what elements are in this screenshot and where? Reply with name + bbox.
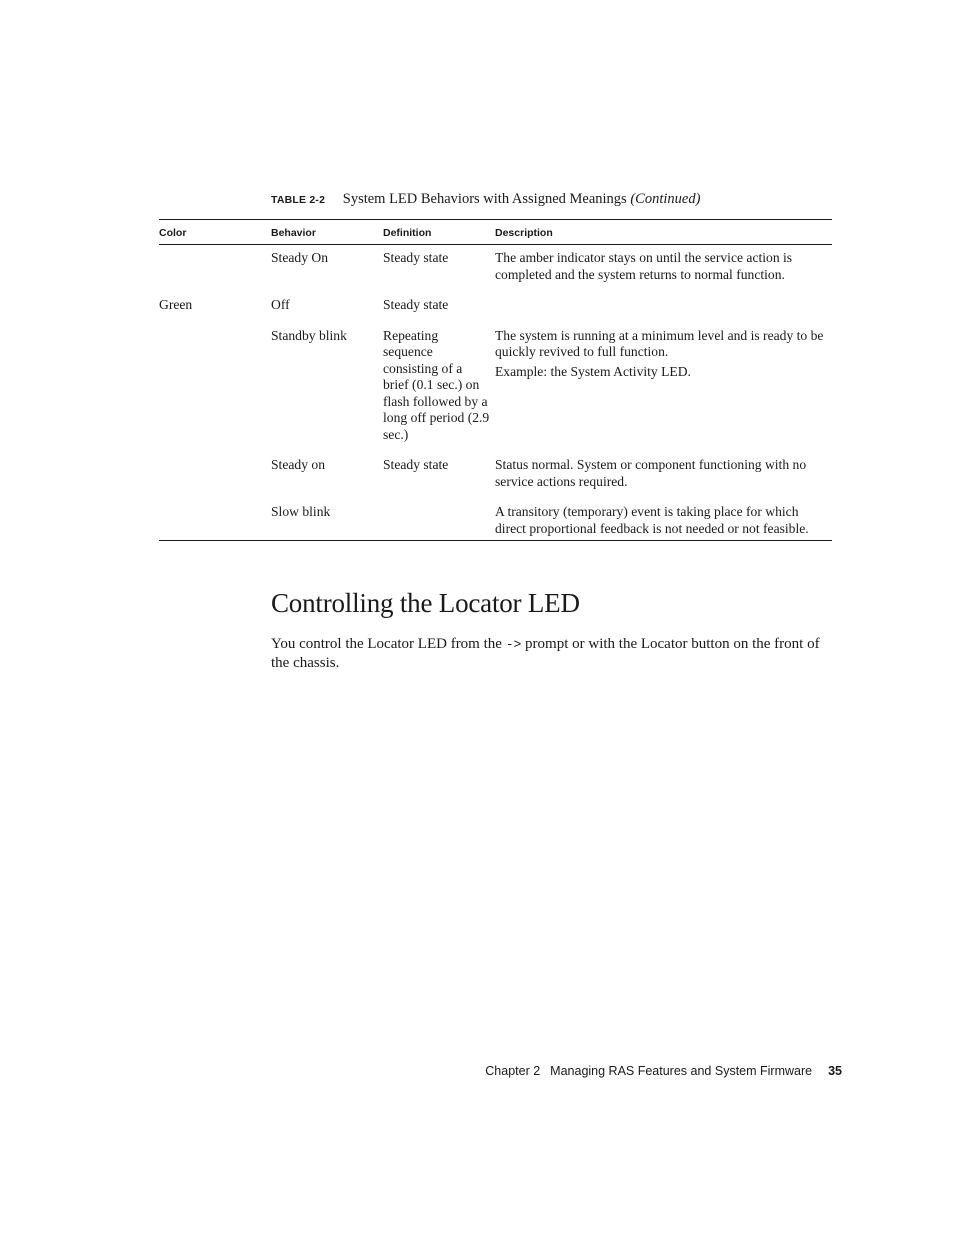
cell-description: [495, 292, 832, 323]
description-text: A transitory (temporary) event is taking place for which direct proportional feedback is not needed or not feasible.: [495, 504, 809, 536]
cell-behavior: Off: [271, 297, 290, 312]
page-number: 35: [828, 1064, 842, 1078]
cell-color: [159, 323, 271, 453]
cell-definition: [383, 499, 495, 541]
cell-definition: Repeating sequence consisting of a brief (0.1 sec.) on flash followed by a long off period (2.9 sec.): [383, 327, 490, 442]
description-example: Example: the System Activity LED.: [495, 363, 691, 379]
cell-color: [159, 499, 271, 541]
prompt-code: ->: [505, 637, 522, 652]
table-row: [159, 452, 832, 499]
description-text: The amber indicator stays on until the service action is completed and the system returns to normal function.: [495, 250, 793, 282]
table-title: System LED Behaviors with Assigned Meanings: [342, 191, 627, 207]
cell-description: [495, 499, 832, 541]
led-behavior-table: [159, 219, 832, 541]
footer-chapter-title: Managing RAS Features and System Firmware: [550, 1064, 813, 1078]
cell-description: [495, 452, 832, 499]
header-color: Color: [159, 220, 271, 245]
cell-behavior: Slow blink: [271, 499, 383, 541]
table-row: [159, 292, 832, 323]
description-text: The system is running at a minimum level and is ready to be quickly revived to full function.: [495, 327, 824, 359]
table-row: [159, 499, 832, 541]
section-heading: Controlling the Locator LED: [271, 588, 580, 618]
body-text-end: prompt or with the Locator button on the front of the chassis.: [271, 636, 820, 671]
table-header-row: [159, 220, 832, 245]
cell-behavior: Steady On: [271, 250, 329, 265]
cell-color: Green: [159, 297, 193, 312]
cell-behavior: Standby blink: [271, 327, 347, 343]
header-definition: Definition: [383, 220, 495, 245]
section-body: [271, 635, 841, 673]
body-text-start: You control the Locator LED from the: [271, 636, 502, 652]
table-row: [159, 323, 832, 453]
cell-definition: Steady state: [383, 250, 449, 265]
table-row: [159, 245, 832, 293]
cell-definition: Steady state: [383, 297, 449, 312]
cell-description: [495, 245, 832, 293]
cell-color: [159, 245, 271, 293]
table-caption: [271, 191, 700, 208]
cell-description: [495, 323, 832, 453]
cell-definition: Steady state: [383, 457, 449, 472]
cell-color: [159, 452, 271, 499]
header-behavior: Behavior: [271, 220, 383, 245]
header-description: Description: [495, 220, 832, 245]
footer-chapter: Chapter 2: [485, 1064, 541, 1078]
table-label: TABLE 2-2: [271, 194, 326, 206]
page-footer: [485, 1064, 842, 1078]
table-continued: (Continued): [630, 191, 701, 207]
cell-behavior: Steady on: [271, 457, 325, 472]
description-text: Status normal. System or component functioning with no service actions required.: [495, 457, 807, 489]
